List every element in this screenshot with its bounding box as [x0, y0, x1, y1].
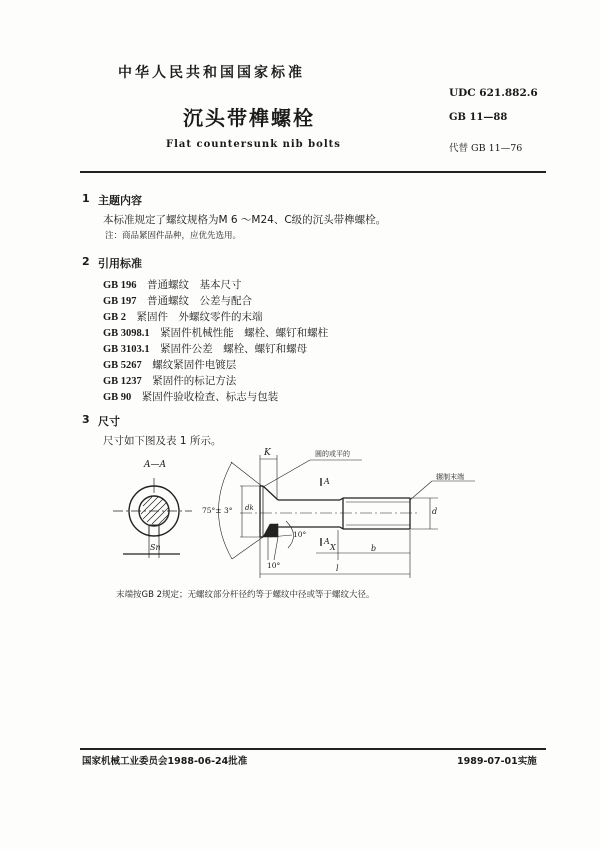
dk-label: dk [245, 504, 254, 512]
effective-date: 1989-07-01实施 [457, 756, 537, 767]
x-label: X [330, 543, 336, 552]
ref-code: GB 197 [103, 296, 137, 307]
ref-name: 螺纹紧固件电镀层 [152, 359, 237, 371]
angle-label: 75°± 3° [202, 506, 233, 515]
section-2-title: 引用标准 [98, 257, 142, 270]
section-3-title: 尺寸 [98, 415, 120, 428]
ten-degree-label: 10° [293, 530, 307, 539]
ref-code: GB 2 [103, 312, 127, 323]
section-3-number: 3 [82, 413, 90, 426]
ref-name: 紧固件的标记方法 [152, 375, 237, 387]
rolled-end-label: 辗制末端 [436, 473, 464, 481]
section-1-title: 主题内容 [98, 194, 142, 207]
ref-name: 紧固件 外螺纹零件的末端 [136, 311, 263, 323]
section-1-body: 本标准规定了螺纹规格为M 6 ～M24、C级的沉头带榫螺栓。 [103, 214, 387, 226]
section-2-number: 2 [82, 255, 90, 268]
section-label: A—A [144, 460, 166, 470]
ref-code: GB 1237 [103, 376, 142, 387]
ref-code: GB 3098.1 [103, 328, 150, 339]
section-1-number: 1 [82, 192, 90, 205]
section-1-note: 注：商品紧固件品种，应优先选用。 [105, 231, 242, 241]
ref-code: GB 196 [103, 280, 137, 291]
figure-caption: 末端按GB 2规定；无螺纹部分杆径约等于螺纹中径或等于螺纹大径。 [116, 590, 375, 600]
ten-degree-label: 10° [267, 561, 281, 570]
ref-name: 紧固件机械性能 螺栓、螺钉和螺柱 [160, 327, 329, 339]
approval-date: 国家机械工业委员会1988-06-24批准 [82, 756, 248, 767]
footer-rule [80, 748, 546, 750]
ref-name: 普通螺纹 基本尺寸 [147, 279, 242, 291]
replaces-standard: 代替 GB 11—76 [449, 143, 523, 154]
title-en: Flat countersunk nib bolts [166, 139, 341, 150]
section-marker-top: A [324, 477, 330, 486]
section-3-body: 尺寸如下图及表 1 所示。 [103, 435, 222, 447]
d-label: d [432, 507, 438, 516]
udc-number: UDC 621.882.6 [449, 87, 538, 99]
round-or-flat-label: 圆的或平的 [315, 450, 350, 458]
standard-number: GB 11—88 [449, 112, 508, 123]
ref-code: GB 90 [103, 392, 132, 403]
ref-code: GB 5267 [103, 360, 142, 371]
b-label: b [371, 544, 377, 553]
ref-name: 紧固件公差 螺栓、螺钉和螺母 [160, 343, 308, 355]
sn-label: Sn [150, 543, 161, 552]
ref-code: GB 3103.1 [103, 344, 150, 355]
k-label: K [264, 448, 271, 458]
ref-name: 普通螺纹 公差与配合 [147, 295, 253, 307]
title-zh: 沉头带榫螺栓 [183, 106, 315, 130]
section-marker-bottom: A [324, 537, 330, 546]
ref-name: 紧固件验收检查、标志与包装 [141, 391, 279, 403]
country-standard: 中华人民共和国国家标准 [118, 65, 305, 81]
l-label: l [336, 564, 339, 573]
bolt-side-view [260, 486, 410, 537]
